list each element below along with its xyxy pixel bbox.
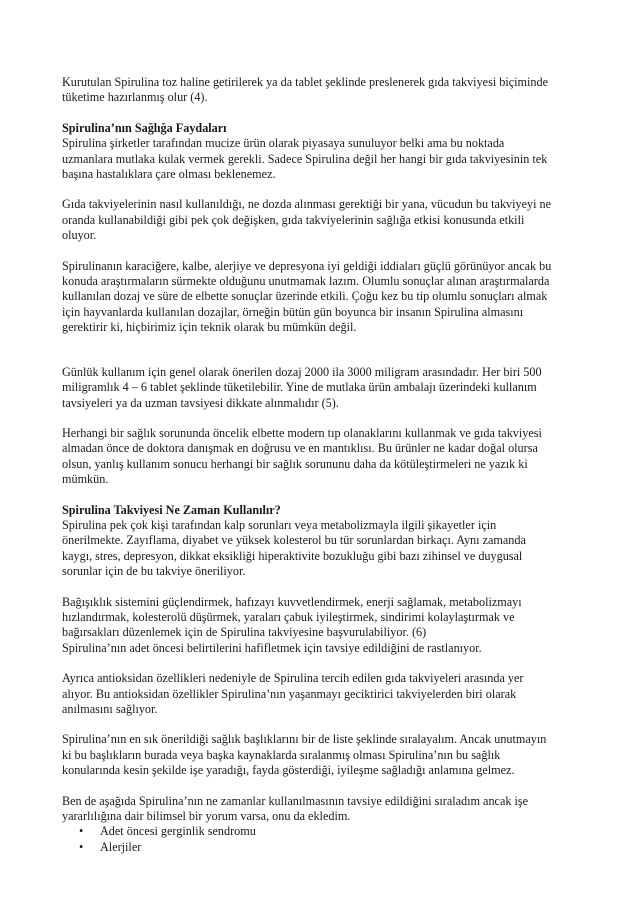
paragraph: Spirulinanın karaciğere, kalbe, alerjiye ve depresyona iyi geldiği iddiaları güçlü görünüyor ancak bu konuda araştırmaların sürmekte olduğunu unutmamak lazım. Olumlu sonuçlar alınan araştırmalarda kullanılan dozaj ve süre de elbette sonuçlar üzerinde etkili. Çoğu kez bu tip olumlu sonuçları almak için hayvanlarda kullanılan dozajlar, örneğin bütün gün boyunca bir insanın Spirulina almasını gerektirir ki, hiçbirimiz için teknik olarak bu mümkün değil.: [62, 258, 552, 335]
list-item: [62, 824, 584, 839]
list-item: [62, 840, 584, 855]
spacer: [62, 656, 584, 671]
intro-paragraph: Kurutulan Spirulina toz haline getirilerek ya da tablet şeklinde preslenerek gıda takviyesi biçiminde tüketime hazırlanmış olur (4).: [62, 75, 548, 105]
paragraph-dosage: Günlük kullanım için genel olarak önerilen dozaj 2000 ila 3000 miligram arasındadır. Her biri 500 miligramlık 4 – 6 tablet şeklinde tüketilebilir. Yine de mutlaka ürün ambalajı üzerindeki kullanım tavsiyeleri ya da uzman tavsiyesi dikkate alınmalıdır (5).: [62, 364, 542, 410]
spacer: [62, 779, 584, 794]
bullet-icon: •: [79, 824, 84, 839]
paragraph: Bağışıklık sistemini güçlendirmek, hafızayı kuvvetlendirmek, enerji sağlamak, metabolizmayı hızlandırmak, kolesterolü düşürmek, yaraları çabuk iyileştirmek, sindirimi kolaylaştırmak ve bağırsakları düzenlemek için de Spirulina takviyesine başvurulabiliyor. (6) Spirulina’nın adet öncesi belirtilerini hafifletmek için tavsiye edildiğini de rastlanıyor.: [62, 594, 522, 655]
spacer: [62, 411, 584, 426]
paragraph: Spirulina pek çok kişi tarafından kalp sorunları veya metabolizmayla ilgili şikayetler için önerilmekte. Zayıflama, diyabet ve yüksek kolesterol bu tür sorunlardan birkaçı. Aynı zamanda kaygı, stres, depresyon, dikkat eksikliği hiperaktivite bozukluğu gibi bazı zihinsel ve duygusal sorunlar için de bu takviye öneriliyor.: [62, 517, 526, 579]
paragraph: Gıda takviyelerinin nasıl kullanıldığı, ne dozda alınması gerektiği bir yana, vücudun bu takviyeyi ne oranda kullanabildiği gibi pek çok değişken, gıda takviyelerinin sağlığa etkisi konusunda etkili oluyor.: [62, 197, 552, 243]
spacer: [62, 182, 584, 197]
spacer: [62, 717, 584, 732]
list-item-label: Alerjiler: [100, 839, 142, 854]
spacer: [62, 488, 584, 503]
list-item-label: Adet öncesi gerginlik sendromu: [100, 824, 256, 839]
section-heading-benefits: Spirulina’nın Sağlığa Faydaları: [62, 120, 227, 135]
document-page: [62, 75, 584, 855]
spacer: [62, 106, 584, 121]
bullet-list: [62, 824, 584, 855]
paragraph: Ayrıca antioksidan özellikleri nedeniyle de Spirulina tercih edilen gıda takviyeleri arasında yer alıyor. Bu antioksidan özellikler Spirulina’nın yaşanmayı geciktirici takviyelerden biri olarak anılmasını sağlıyor.: [62, 671, 524, 716]
bullet-icon: •: [79, 839, 84, 854]
paragraph: Spirulina şirketler tarafından mucize ürün olarak piyasaya sunuluyor belki ama bu noktada uzmanlara mutlaka kulak vermek gerekli. Sadece Spirulina değil her hangi bir gıda takviyesinin tek başına hastalıklara çare olması beklenemez.: [62, 136, 548, 182]
paragraph: Spirulina’nın en sık önerildiği sağlık başlıklarını bir de liste şeklinde sıralayalım. Ancak unutmayın ki bu başlıkların burada veya başka kaynaklarda sıralanmış olması Spirulina’nın bu sağlık konularında kesin şekilde işe yaradığı, fayda gösterdiği, iyileşme sağladığı anlamına gelmez.: [62, 732, 547, 778]
spacer: [62, 580, 584, 595]
spacer: [62, 244, 584, 259]
section-heading-when-to-use: Spirulina Takviyesi Ne Zaman Kullanılır?: [62, 502, 281, 517]
paragraph: Ben de aşağıda Spirulina’nın ne zamanlar kullanılmasının tavsiye edildiğini sıraladım ancak işe yararlılığına dair bilimsel bir yorum varsa, onu da ekledim.: [62, 793, 529, 824]
paragraph: Herhangi bir sağlık sorununda öncelik elbette modern tıp olanaklarını kullanmak ve gıda takviyesi almadan önce de doktora danışmak en doğrusu ve en mantıklısı. Bu ürünler ne kadar doğal olursa olsun, yanlış kullanım sonucu herhangi bir sağlık sorununu daha da kötüleştirmeleri ne yazık ki mümkün.: [62, 425, 542, 487]
spacer: [62, 336, 584, 365]
